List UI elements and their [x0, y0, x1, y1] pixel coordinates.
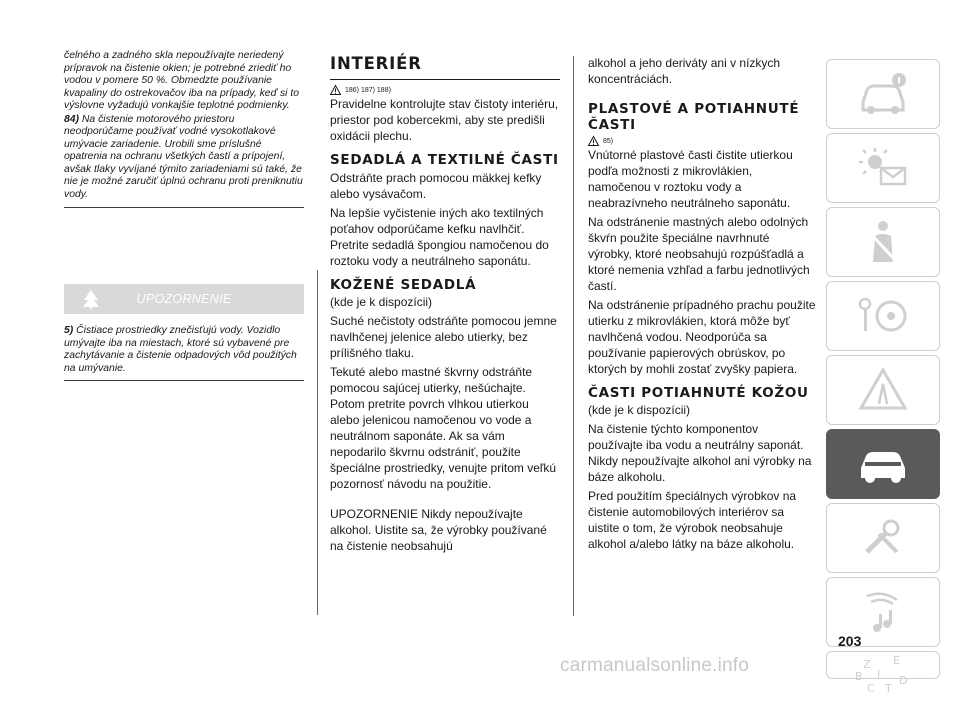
warning-triangle-icon: [330, 85, 341, 95]
warning-box: [64, 325, 304, 381]
paragraph: Tekuté alebo mastné škvrny odstráňte pomocou sajúcej utierky, nešúchajte. Potom pretrite povrch vlhkou utierkou alebo jelenicou namočenou vo vode a neutrálnom saponáte. Ak sa vám nepodarilo škvrnu odstrániť, použite špeciálne prostriedky, venujte pritom veľkú pozornosť návodu na použitie.: [330, 365, 557, 491]
paragraph: Pred použitím špeciálnych výrobkov na čistenie automobilových interiérov sa uistite o tom, že výrobok neobsahuje alkohol a/alebo látky na báze alkoholu.: [588, 489, 797, 551]
middle-column: [330, 55, 560, 554]
reference-numbers: 85): [603, 137, 614, 145]
index-letter: D: [899, 674, 908, 687]
continued-note: čelného a zadného skla nepoužívajte neriedený prípravok na čistenie okien; je potrebné zriediť ho vodou v pomere 50 %. Obmedzte používanie kvapaliny do ostrekovačov iba na prípady, keď si to výslovne vyžadujú vonkajšie teplotné podmienky.: [64, 50, 300, 111]
tools-icon: [853, 512, 913, 564]
notes-box: [64, 50, 304, 208]
note-84-number: 84): [64, 113, 80, 125]
index-letter: E: [893, 654, 900, 667]
paragraph: Na lepšie vyčistenie iných ako textilných poťahov odporúčame kefku navlhčiť. Pretrite sedadlá špongiou namočenou do roztoku vody a neutrálneho saponátu.: [330, 206, 549, 268]
subsection-title: ČASTI POTIAHNUTÉ KOŽOU: [588, 385, 809, 401]
tab-lights[interactable]: [826, 133, 940, 203]
tab-index[interactable]: [826, 651, 940, 695]
warning-triangle-icon: [588, 136, 599, 146]
paragraph: (kde je k dispozícii): [330, 295, 433, 309]
paragraph: Odstráňte prach pomocou mäkkej kefky alebo vysávačom.: [330, 171, 542, 201]
index-letter: I: [877, 668, 881, 681]
note-84: [64, 114, 304, 202]
references: [588, 135, 816, 147]
paragraph: Na čistenie týchto komponentov používajte iba vodu a neutrálny saponát. Nikdy nepoužívajte alkohol ani výrobky na báze alkoholu.: [588, 422, 812, 484]
note-84-text: Na čistenie motorového priestoru neodporúčame používať vodné vysokotlakové umývacie zariadenie. Urobili sme príslušné opatrenia na ochranu všetkých častí a prípojení, avšak tlaky vyvíjané týmito zariadeniami sú také, že nie je možné zaručiť úplnú ochranu proti preniknutiu vody.: [64, 113, 303, 200]
note-5-number: 5): [64, 325, 74, 336]
paragraph: UPOZORNENIE Nikdy nepoužívajte alkohol. Uistite sa, že výrobky používané na čistenie neobsahujú: [330, 507, 547, 553]
nature-warning-icon: [80, 288, 102, 310]
road-warning-icon: [853, 364, 913, 416]
seatbelt-icon: [853, 216, 913, 268]
tab-safety[interactable]: [826, 207, 940, 277]
car-service-icon: [853, 438, 913, 490]
references: [330, 84, 560, 96]
paragraph: Vnútorné plastové časti čistite utierkou podľa možnosti z mikrovlákien, namočenou v roztoku vody a neabrazívneho neutrálneho saponátu.: [588, 148, 793, 210]
tab-car-info[interactable]: [826, 59, 940, 129]
right-column: [588, 55, 816, 552]
index-letter: B: [855, 670, 863, 683]
media-icon: [853, 586, 913, 638]
index-letter: T: [885, 682, 892, 695]
tab-specs[interactable]: [826, 503, 940, 573]
section-title: INTERIÉR: [330, 55, 560, 80]
paragraph: (kde je k dispozícii): [588, 403, 691, 417]
tab-emergency[interactable]: [826, 355, 940, 425]
car-info-icon: [853, 68, 913, 120]
index-icon: [853, 654, 913, 706]
column-divider: [317, 270, 318, 615]
warning-header: [64, 284, 304, 314]
subsection-title: SEDADLÁ A TEXTILNÉ ČASTI: [330, 152, 559, 168]
paragraph: Pravidelne kontrolujte stav čistoty interiéru, priestor pod kobercekmi, aby ste predišli oxidácii plechu.: [330, 97, 559, 143]
tab-driving[interactable]: [826, 281, 940, 351]
paragraph: Suché nečistoty odstráňte pomocou jemne navlhčenej jelenice alebo utierky, bez prílišného tlaku.: [330, 314, 557, 360]
paragraph: Na odstránenie mastných alebo odolných škvŕn použite špeciálne navrhnuté výrobky, ktoré neobsahujú rozpúšťadlá a ktoré nemenia vzhľad a farbu jednotlivých častí.: [588, 215, 810, 293]
tab-maintenance[interactable]: [826, 429, 940, 499]
reference-numbers: 186) 187) 188): [345, 86, 391, 94]
index-letter: Z: [863, 658, 871, 671]
subsection-title: PLASTOVÉ A POTIAHNUTÉ ČASTI: [588, 101, 800, 133]
paragraph: Na odstránenie prípadného prachu použite utierku z mikrovlákien, ktorá môže byť navlhčená vodou. Neodporúča sa používanie papierových obrúskov, po ktorých by mohli zostať zvyšky papiera.: [588, 298, 816, 376]
warning-title: UPOZORNENIE: [136, 292, 232, 306]
paragraph: alkohol a jeho deriváty ani v nízkych koncentráciách.: [588, 56, 781, 86]
note-5-text: Čistiace prostriedky znečisťujú vody. Vozidlo umývajte iba na miestach, ktoré sú vybavené pre zachytávanie a čistenie odpadových vôd použitých na umývanie.: [64, 325, 297, 374]
page-number: 203: [838, 633, 862, 649]
key-steering-icon: [853, 290, 913, 342]
note-5: [64, 325, 304, 375]
column-divider: [573, 56, 574, 616]
index-letter: C: [867, 682, 875, 695]
subsection-title: KOŽENÉ SEDADLÁ: [330, 277, 477, 293]
watermark: carmanualsonline.info: [560, 655, 750, 676]
sun-mail-icon: [853, 142, 913, 194]
